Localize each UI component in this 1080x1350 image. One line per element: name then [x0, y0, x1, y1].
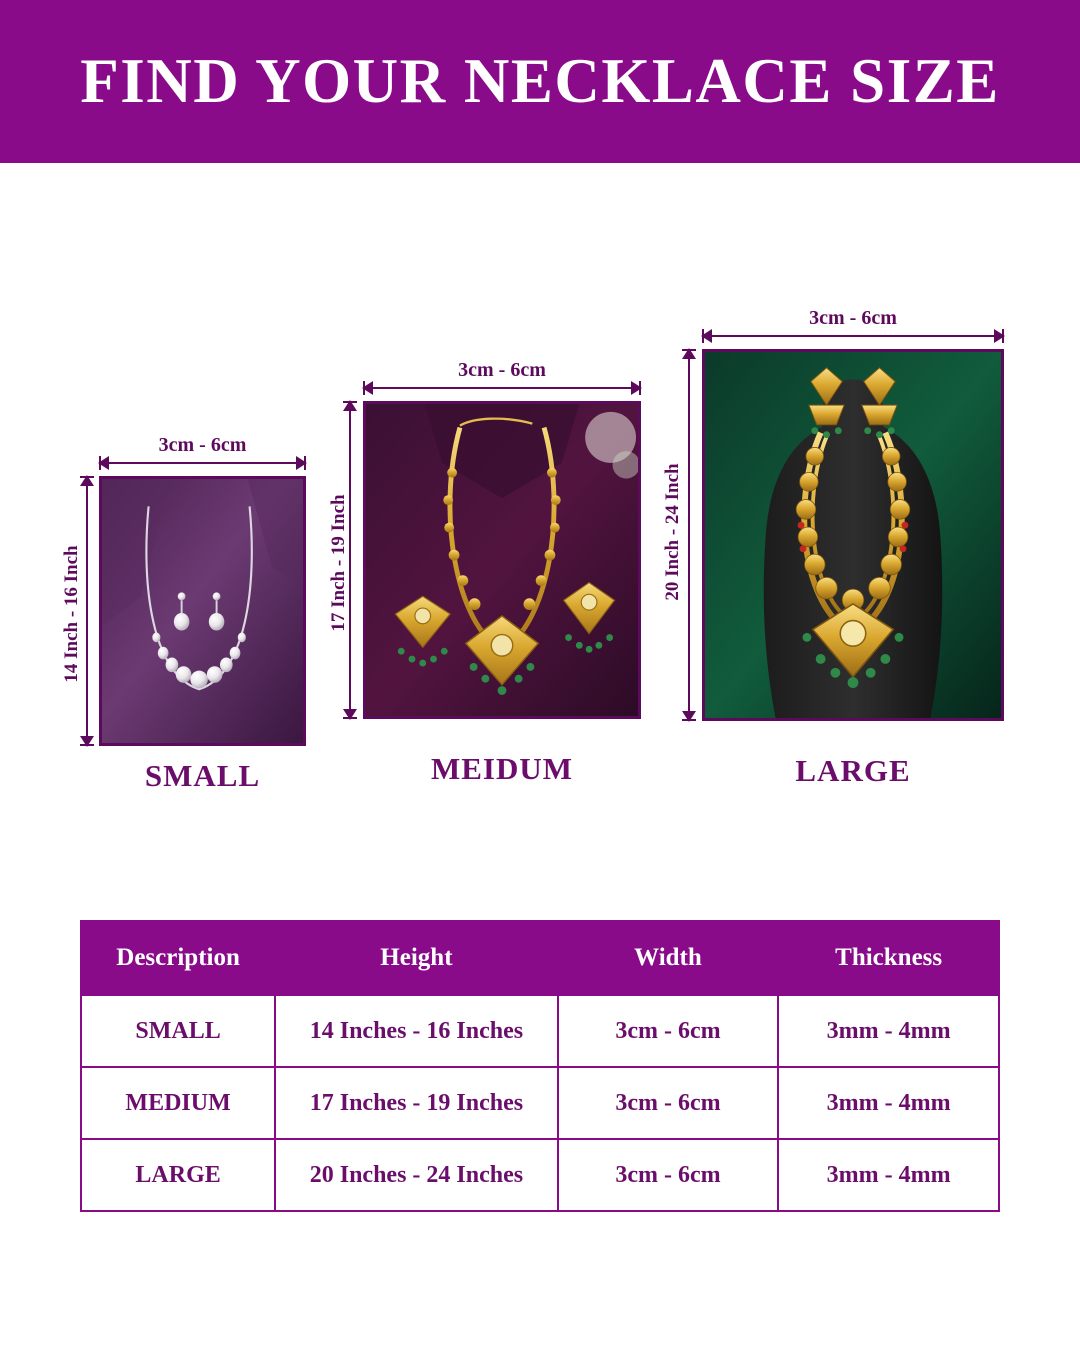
row-medium-description: MEDIUM — [81, 1067, 275, 1139]
small-caption: SMALL — [144, 758, 261, 793]
small-width-arrow — [99, 462, 306, 464]
large-width-arrow — [702, 335, 1004, 337]
table-row — [81, 1067, 999, 1139]
row-medium-width: 3cm - 6cm — [558, 1067, 779, 1139]
row-medium-height: 17 Inches - 19 Inches — [275, 1067, 557, 1139]
small-height-arrow — [86, 476, 88, 746]
small-necklace-image — [99, 476, 306, 746]
header-description: Description — [81, 921, 275, 995]
table-row — [81, 995, 999, 1067]
row-small-thickness: 3mm - 4mm — [778, 995, 999, 1067]
medium-width-label: 3cm - 6cm — [458, 359, 546, 381]
row-small-height: 14 Inches - 16 Inches — [275, 995, 557, 1067]
large-height-arrow — [688, 349, 690, 721]
small-height-label: 14 Inch - 16 Inch — [61, 545, 82, 683]
row-small-description: SMALL — [81, 995, 275, 1067]
table-row — [81, 1139, 999, 1211]
medium-width-arrow — [363, 387, 641, 389]
page-title: FIND YOUR NECKLACE SIZE — [80, 46, 1000, 116]
large-width-label: 3cm - 6cm — [809, 307, 897, 329]
header-thickness: Thickness — [778, 921, 999, 995]
row-small-width: 3cm - 6cm — [558, 995, 779, 1067]
medium-caption: MEIDUM — [430, 751, 574, 786]
row-large-height: 20 Inches - 24 Inches — [275, 1139, 557, 1211]
large-height-label: 20 Inch - 24 Inch — [662, 463, 683, 601]
row-medium-thickness: 3mm - 4mm — [778, 1067, 999, 1139]
large-caption: LARGE — [795, 753, 911, 788]
row-large-thickness: 3mm - 4mm — [778, 1139, 999, 1211]
row-large-width: 3cm - 6cm — [558, 1139, 779, 1211]
header-height: Height — [275, 921, 557, 995]
header-width: Width — [558, 921, 779, 995]
medium-height-label: 17 Inch - 19 Inch — [328, 494, 349, 632]
large-necklace-illustration — [705, 352, 1001, 718]
medium-necklace-image — [363, 401, 641, 719]
size-cards-group — [0, 163, 1080, 853]
small-necklace-illustration — [102, 479, 303, 743]
medium-necklace-illustration — [366, 404, 638, 716]
small-width-label: 3cm - 6cm — [158, 434, 247, 456]
large-necklace-image — [702, 349, 1004, 721]
table-header-row — [81, 921, 999, 995]
header-bar — [0, 0, 1080, 163]
row-large-description: LARGE — [81, 1139, 275, 1211]
size-chart-table — [80, 920, 1000, 1212]
